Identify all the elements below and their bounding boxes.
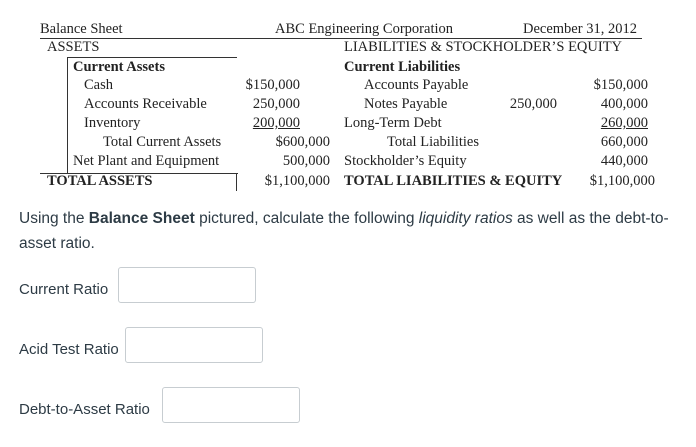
net-plant-label: Net Plant and Equipment: [73, 153, 220, 169]
question-text: [19, 206, 679, 256]
total-liabilities-equity-value: $1,100,000: [589, 173, 655, 189]
total-current-assets-value: $600,000: [275, 134, 330, 150]
assets-box-left: [67, 57, 68, 173]
liabilities-equity-header: LIABILITIES & STOCKHOLDER’S EQUITY: [344, 39, 623, 55]
question-italic: liquidity ratios: [418, 210, 513, 227]
balance-sheet-heading: Balance Sheet: [40, 21, 123, 37]
long-term-debt-label: Long-Term Debt: [344, 115, 442, 131]
total-liabilities-value: 660,000: [600, 134, 648, 150]
accounts-receivable-value: 250,000: [252, 96, 300, 112]
notes-payable-label: Notes Payable: [364, 96, 448, 112]
total-assets-value: $1,100,000: [264, 173, 330, 189]
current-liabilities-header: Current Liabilities: [344, 59, 461, 75]
cash-value: $150,000: [245, 77, 300, 93]
question-part3: as well as the debt-to-asset ratio.: [19, 210, 669, 252]
cash-label: Cash: [84, 77, 113, 93]
inventory-label: Inventory: [84, 115, 141, 131]
assets-divider: [236, 173, 237, 191]
debt-to-asset-ratio-label: Debt-to-Asset Ratio: [19, 401, 150, 418]
total-current-assets-label: Total Current Assets: [103, 134, 222, 150]
current-ratio-label: Current Ratio: [19, 281, 109, 298]
debt-to-asset-ratio-input[interactable]: [162, 387, 300, 423]
question-part1: Using the: [19, 210, 89, 227]
accounts-receivable-label: Accounts Receivable: [84, 96, 207, 112]
current-assets-header: Current Assets: [73, 59, 165, 75]
stockholders-equity-label: Stockholder’s Equity: [344, 153, 467, 169]
net-plant-value: 500,000: [282, 153, 330, 169]
statement-date: December 31, 2012: [523, 21, 637, 37]
question-bold: Balance Sheet: [88, 210, 195, 227]
total-liabilities-label: Total Liabilities: [387, 134, 480, 150]
current-ratio-input[interactable]: [118, 267, 256, 303]
acid-test-ratio-input[interactable]: [125, 327, 263, 363]
accounts-payable-label: Accounts Payable: [364, 77, 469, 93]
balance-sheet: [0, 0, 696, 200]
total-liabilities-equity-label: TOTAL LIABILITIES & EQUITY: [344, 173, 563, 189]
notes-payable-value: 400,000: [600, 96, 648, 112]
inventory-value: 200,000: [252, 115, 300, 131]
company-name: ABC Engineering Corporation: [275, 21, 454, 37]
stockholders-equity-value: 440,000: [600, 153, 648, 169]
acid-test-ratio-label: Acid Test Ratio: [19, 341, 119, 358]
notes-payable-inner-value: 250,000: [509, 96, 557, 112]
question-part2: pictured, calculate the following: [194, 210, 419, 227]
long-term-debt-value: 260,000: [600, 115, 648, 131]
accounts-payable-value: $150,000: [593, 77, 648, 93]
total-assets-label: TOTAL ASSETS: [47, 173, 153, 189]
assets-header: ASSETS: [47, 39, 100, 55]
